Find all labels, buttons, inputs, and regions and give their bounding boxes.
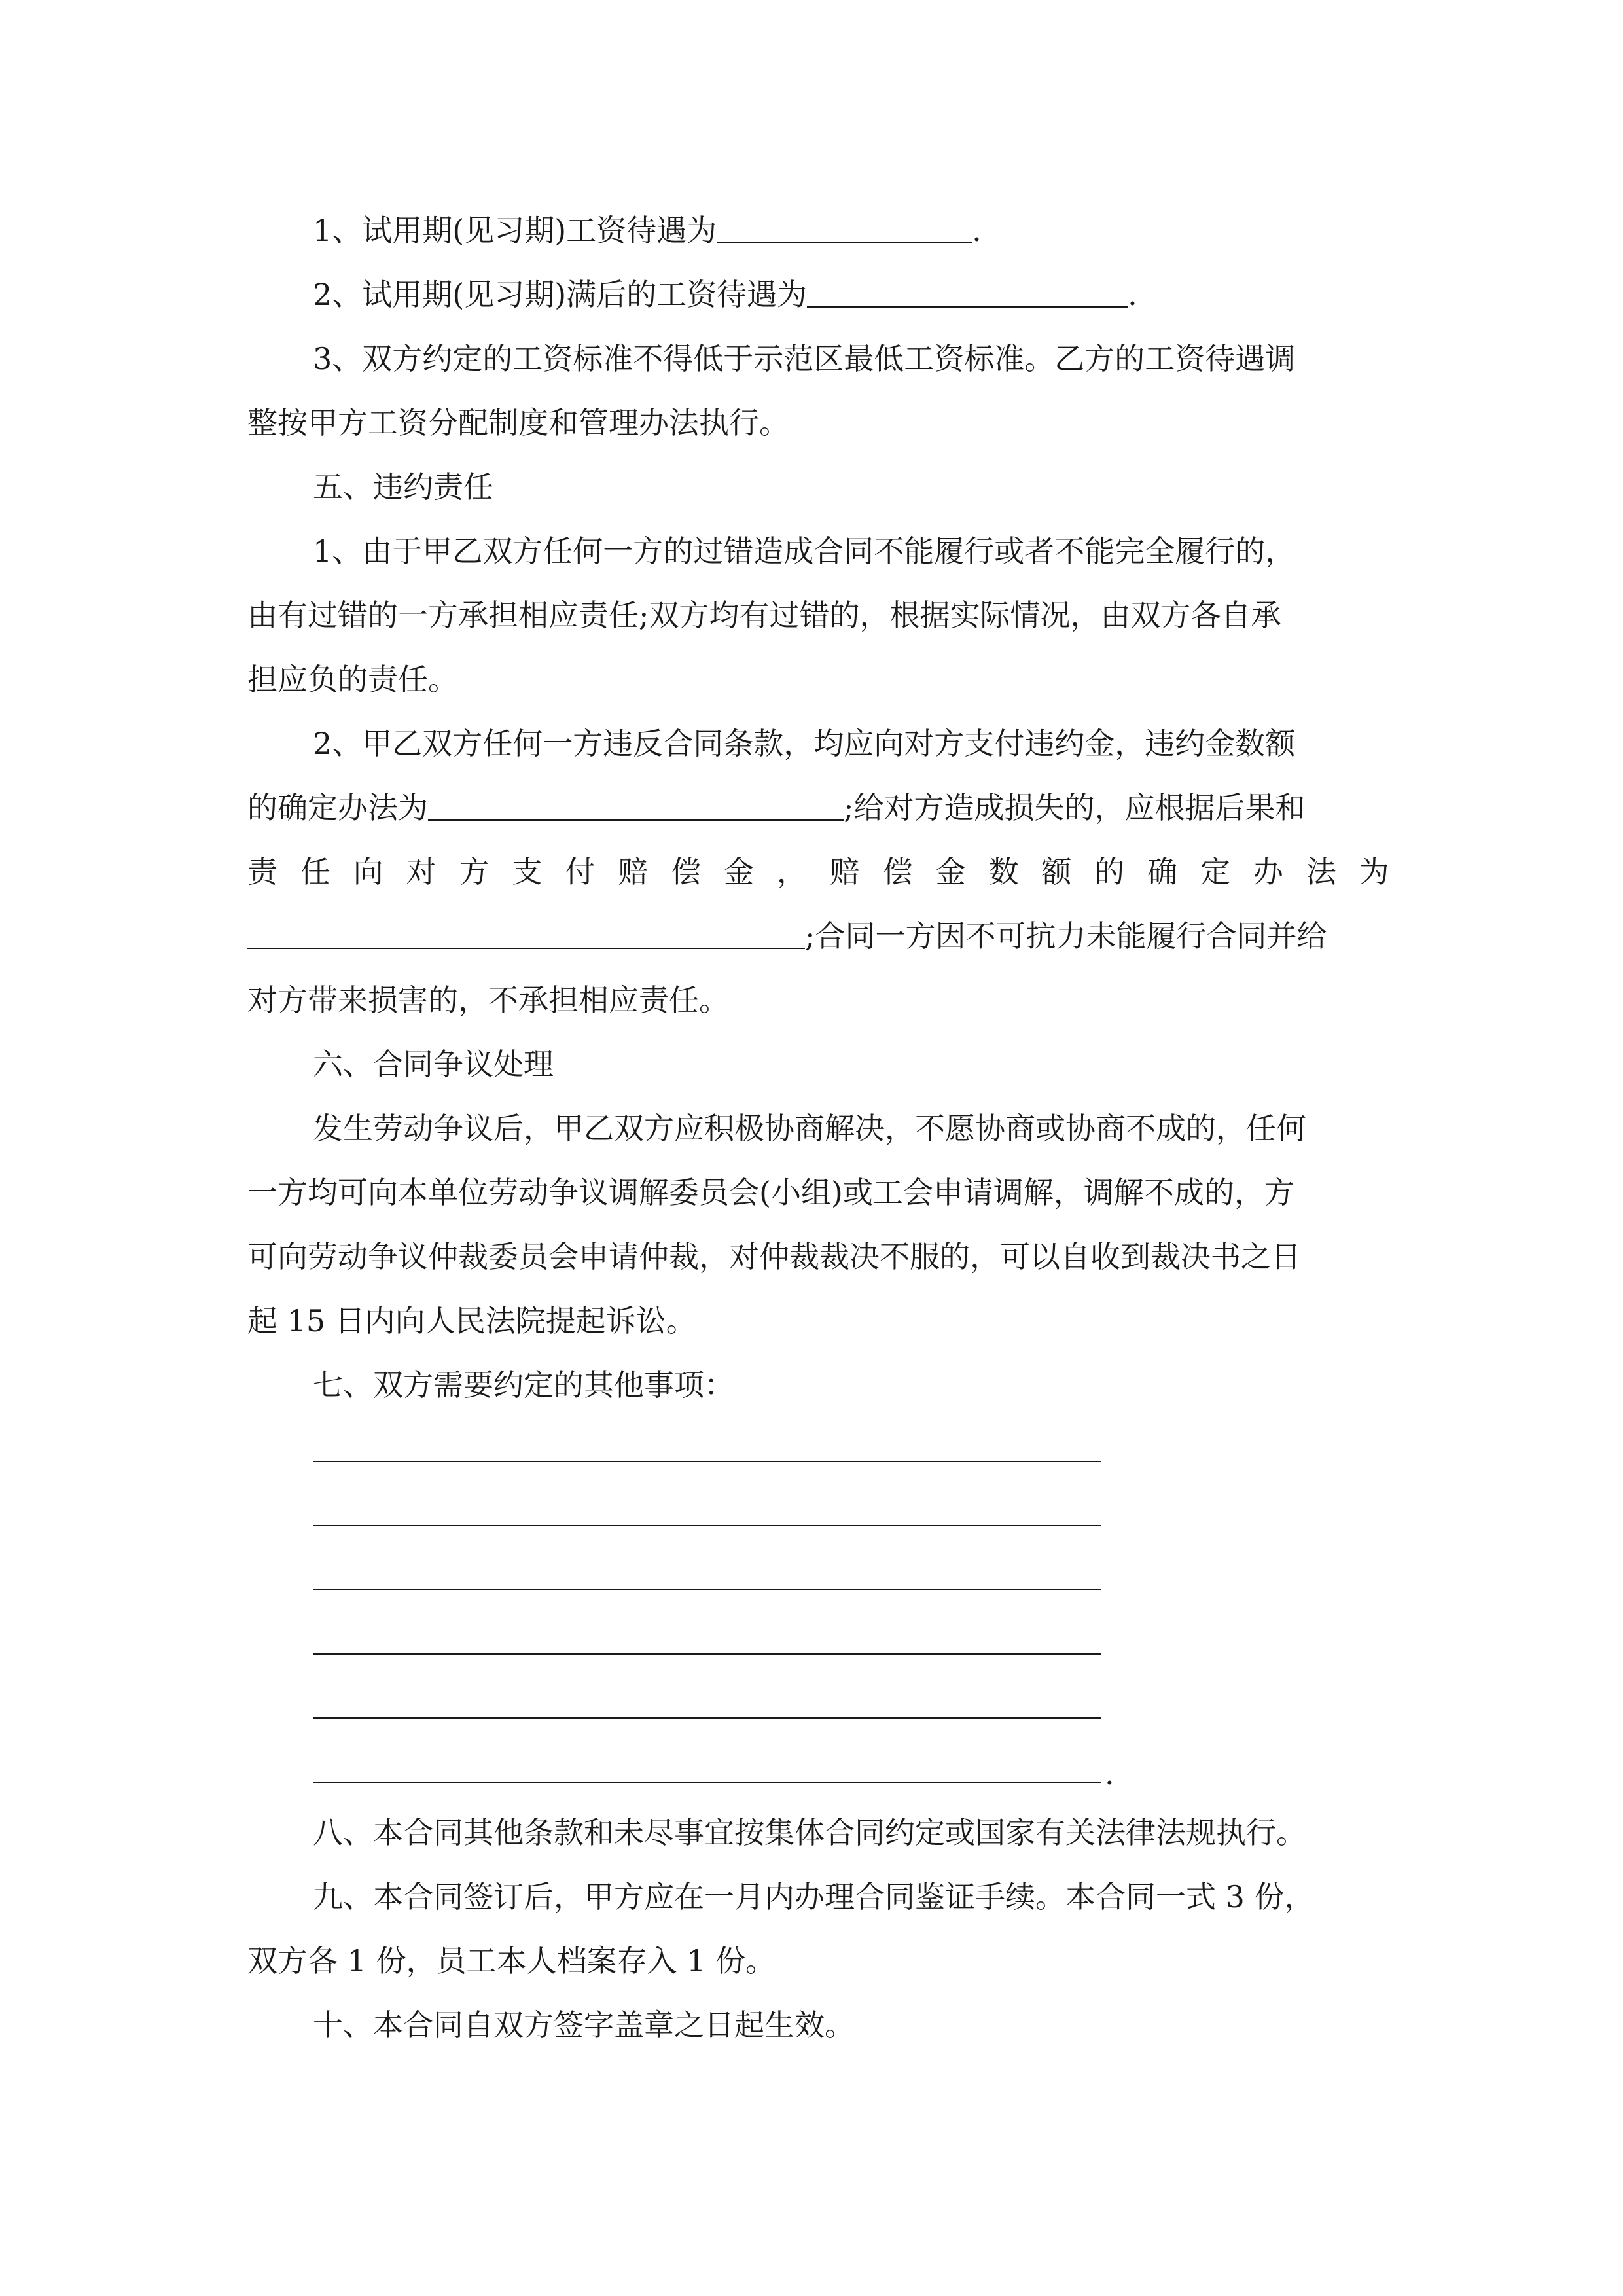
other-matters-blank-line-6[interactable] bbox=[313, 1782, 1101, 1783]
other-matters-end-mark: . bbox=[1105, 1756, 1115, 1791]
liability-item-2-line-2: 的确定办法为 ;给对方造成损失的，应根据后果和 bbox=[247, 790, 1306, 825]
section-heading-liability: 五、违约责任 bbox=[313, 469, 493, 505]
liability-item-2-line-1: 2、甲乙双方任何一方违反合同条款，均应向对方支付违约金，违约金数额 bbox=[313, 726, 1296, 761]
clause-9-line-2: 双方各 1 份，员工本人档案存入 1 份。 bbox=[247, 1943, 776, 1979]
liability-item-2-line-3: 责 任 向 对 方 支 付 赔 偿 金 ， 赔 偿 金 数 额 的 确 定 办 法 为 bbox=[247, 854, 1389, 889]
other-matters-blank-line-5[interactable] bbox=[313, 1717, 1101, 1719]
clause-8: 八、本合同其他条款和未尽事宜按集体合同约定或国家有关法律法规执行。 bbox=[313, 1815, 1306, 1850]
liability-item-2-line-4: ;合同一方因不可抗力未能履行合同并给 bbox=[247, 916, 1389, 956]
liability-item-2-line-5: 对方带来损害的，不承担相应责任。 bbox=[247, 982, 729, 1018]
dispute-line-3: 可向劳动争议仲裁委员会申请仲裁，对仲裁裁决不服的，可以自收到裁决书之日 bbox=[247, 1239, 1301, 1274]
clause-10: 十、本合同自双方签字盖章之日起生效。 bbox=[313, 2007, 855, 2043]
other-matters-blank-line-4[interactable] bbox=[313, 1653, 1101, 1655]
other-matters-blank-line-2[interactable] bbox=[313, 1525, 1101, 1526]
fill-blank-probation-salary[interactable] bbox=[717, 213, 972, 243]
liability-item-1-line-2: 由有过错的一方承担相应责任;双方均有过错的，根据实际情况，由双方各自承 bbox=[247, 598, 1281, 633]
liability-item-1-line-1: 1、由于甲乙双方任何一方的过错造成合同不能履行或者不能完全履行的， bbox=[313, 533, 1296, 569]
other-matters-blank-line-1[interactable] bbox=[313, 1461, 1101, 1462]
section-heading-other-matters: 七、双方需要约定的其他事项： bbox=[313, 1367, 734, 1403]
dispute-line-1: 发生劳动争议后，甲乙双方应积极协商解决，不愿协商或协商不成的，任何 bbox=[313, 1111, 1306, 1146]
fill-blank-penalty-method[interactable] bbox=[428, 791, 844, 821]
other-matters-blank-line-3[interactable] bbox=[313, 1589, 1101, 1590]
clause-9-line-1: 九、本合同签订后，甲方应在一月内办理合同鉴证手续。本合同一式 3 份， bbox=[313, 1879, 1315, 1914]
salary-item-1: 1、试用期(见习期)工资待遇为 . bbox=[313, 213, 982, 248]
fill-blank-regular-salary[interactable] bbox=[807, 278, 1128, 308]
section-heading-dispute: 六、合同争议处理 bbox=[313, 1047, 554, 1082]
dispute-line-2: 一方均可向本单位劳动争议调解委员会(小组)或工会申请调解，调解不成的，方 bbox=[247, 1175, 1294, 1210]
salary-item-3-line-1: 3、双方约定的工资标准不得低于示范区最低工资标准。乙方的工资待遇调 bbox=[313, 341, 1296, 376]
dispute-line-4: 起 15 日内向人民法院提起诉讼。 bbox=[247, 1303, 696, 1338]
salary-item-3-line-2: 整按甲方工资分配制度和管理办法执行。 bbox=[247, 405, 789, 440]
fill-blank-compensation-method[interactable] bbox=[247, 919, 805, 949]
salary-item-2: 2、试用期(见习期)满后的工资待遇为 . bbox=[313, 277, 1137, 312]
liability-item-1-line-3: 担应负的责任。 bbox=[247, 662, 458, 697]
